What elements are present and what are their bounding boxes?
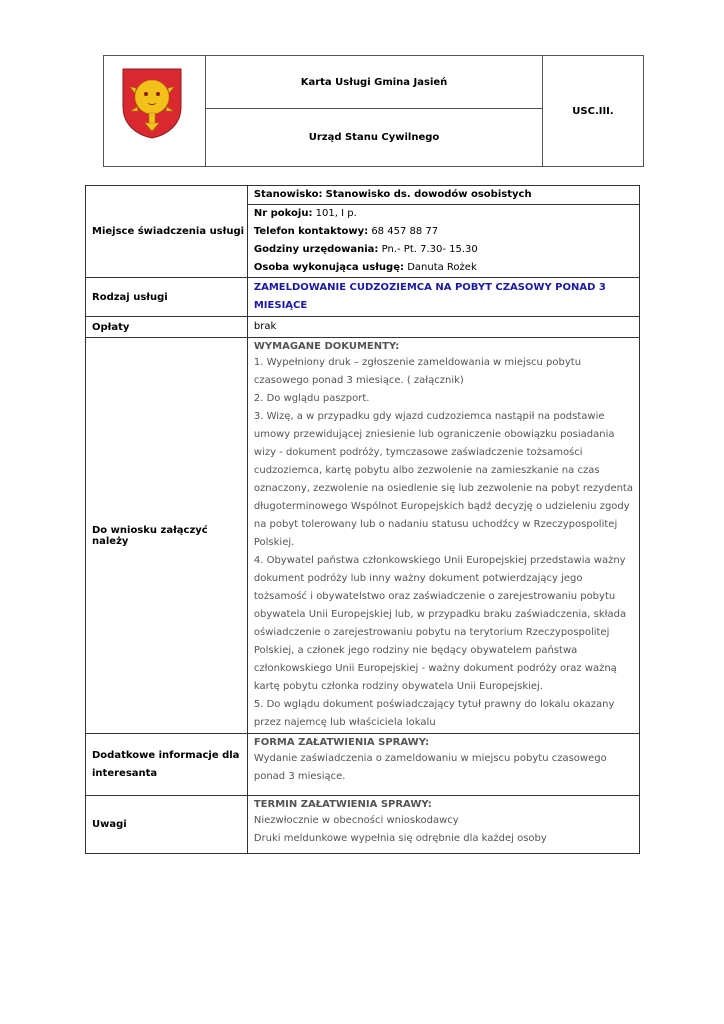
- document-line: czasowego ponad 3 miesiące. ( załącznik): [253, 375, 464, 386]
- additional-row: [86, 734, 640, 796]
- header-middle: [206, 56, 543, 166]
- document-line: długoterminowego Wspólnot Europejskich bądź decyzję o udzieleniu zgody: [253, 501, 630, 512]
- service-type-value: ZAMELDOWANIE CUDZOZIEMCA NA POBYT CZASOWY PONAD 3: [253, 282, 606, 293]
- position-line: Stanowisko: Stanowisko ds. dowodów osobistych: [248, 186, 639, 205]
- document-line: tożsamość i obywatelstwo oraz zaświadczenie o zarejestrowaniu pobytu: [253, 591, 616, 602]
- phone-line: Telefon kontaktowy: 68 457 88 77: [253, 226, 439, 237]
- documents-heading: WYMAGANE DOKUMENTY:: [253, 341, 400, 352]
- form-heading: FORMA ZAŁATWIENIA SPRAWY:: [253, 737, 430, 748]
- lion-head-coat-of-arms-icon: [121, 67, 183, 139]
- document-line: 1. Wypełniony druk – zgłoszenie zameldowania w miejscu pobytu: [253, 357, 582, 368]
- document-line: Polskiej.: [253, 537, 295, 548]
- service-table: [85, 185, 640, 854]
- notes-row: [86, 796, 640, 854]
- fees-value: brak: [253, 321, 277, 332]
- deadline-line: Druki meldunkowe wypełnia się odrębnie dla każdej osoby: [253, 833, 547, 844]
- document-line: 5. Do wglądu dokument poświadczający tytuł prawny do lokalu okazany: [253, 699, 615, 710]
- document-line: 2. Do wglądu paszport.: [253, 393, 370, 404]
- location-row: [86, 186, 640, 278]
- document-line: dokument podróży lub inny ważny dokument potwierdzający jego: [253, 573, 583, 584]
- document-line: cudzoziemca, kartę pobytu albo zezwolenie na zamieszkanie na czas: [253, 465, 600, 476]
- deadline-line: Niezwłocznie w obecności wnioskodawcy: [253, 815, 459, 826]
- document-line: 3. Wizę, a w przypadku gdy wjazd cudzoziemca nastąpił na podstawie: [253, 411, 605, 422]
- additional-label: interesanta: [92, 767, 158, 779]
- documents-row: [86, 338, 640, 734]
- document-line: oznaczony, zezwolenie na osiedlenie się lub zezwolenie na pobyt rezydenta: [253, 483, 633, 494]
- document-line: kartę pobytu członka rodziny obywatela Unii Europejskiej.: [253, 681, 543, 692]
- notes-label: Uwagi: [86, 796, 248, 854]
- document-line: członkowskiego Unii Europejskiej - ważny dokument podróży oraz ważną: [253, 663, 617, 674]
- service-type-row: [86, 278, 640, 317]
- office-name: Urząd Stanu Cywilnego: [308, 132, 440, 143]
- document-line: Polskiej, a członek jego rodziny nie będący obywatelem państwa: [253, 645, 578, 656]
- hours-line: Godziny urzędowania: Pn.- Pt. 7.30- 15.30: [253, 244, 478, 255]
- deadline-heading: TERMIN ZAŁATWIENIA SPRAWY:: [253, 799, 432, 810]
- fees-row: [86, 317, 640, 338]
- form-line: ponad 3 miesiące.: [253, 771, 346, 782]
- service-type-label: Rodzaj usługi: [86, 278, 248, 317]
- fees-label: Opłaty: [86, 317, 248, 338]
- document-line: 4. Obywatel państwa członkowskiego Unii Europejskiej przedstawia ważny: [253, 555, 626, 566]
- room-line: Nr pokoju: 101, I p.: [253, 208, 357, 219]
- person-line: Osoba wykonująca usługę: Danuta Rożek: [253, 262, 477, 273]
- documents-label: Do wniosku załączyć należy: [86, 338, 248, 734]
- header-table: [103, 55, 644, 167]
- document-line: oświadczenie o zarejestrowaniu pobytu na terytorium Rzeczypospolitej: [253, 627, 610, 638]
- additional-label: Dodatkowe informacje dla: [92, 749, 240, 761]
- document-line: obywatela Unii Europejskiej lub, w przypadku braku zaświadczenia, składa: [253, 609, 627, 620]
- logo-cell: [104, 56, 206, 166]
- form-line: Wydanie zaświadczenia o zameldowaniu w miejscu pobytu czasowego: [253, 753, 607, 764]
- card-code: USC.III.: [572, 105, 614, 117]
- document-line: wizy - dokument podróży, tymczasowe zaświadczenie tożsamości: [253, 447, 583, 458]
- document-line: przez najemcę lub właściciela lokalu: [253, 717, 436, 728]
- service-type-value: MIESIĄCE: [253, 300, 308, 311]
- document-line: umowy przewidującej zniesienie lub ograniczenie obowiązku posiadania: [253, 429, 615, 440]
- card-title: Karta Usługi Gmina Jasień: [206, 56, 542, 109]
- documents-list: [254, 354, 633, 732]
- document-line: na pobyt tolerowany lub o nadaniu statusu uchodźcy w Rzeczypospolitej: [253, 519, 618, 530]
- location-label: Miejsce świadczenia usługi: [86, 186, 248, 278]
